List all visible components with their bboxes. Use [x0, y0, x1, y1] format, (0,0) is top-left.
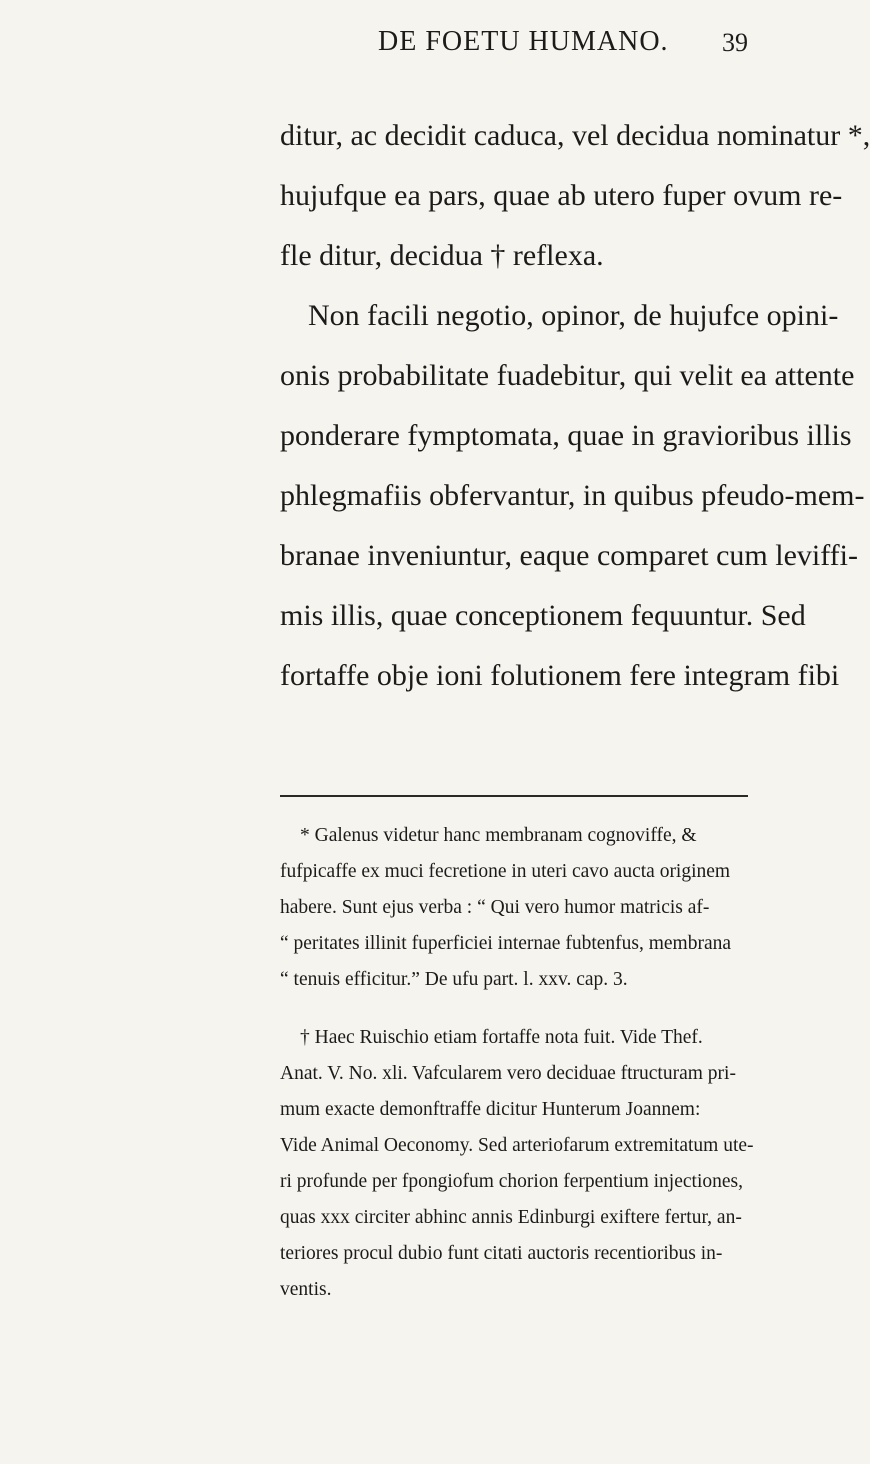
running-head	[0, 26, 800, 66]
main-line-9: mis illis, quae conceptionem fequuntur. Sed	[280, 599, 806, 632]
main-line-1: ditur, ac decidit caduca, vel decidua nominatur *,	[280, 119, 870, 152]
footnote-line-10: ri profunde per fpongiofum chorion ferpentium injectiones,	[280, 1171, 743, 1192]
main-line-3: fle ditur, decidua † reflexa.	[280, 239, 604, 272]
running-title: DE FOETU HUMANO.	[378, 26, 669, 57]
main-line-7: phlegmafiis obfervantur, in quibus pfeudo-mem-	[280, 479, 865, 512]
main-line-6: ponderare fymptomata, quae in gravioribus illis	[280, 419, 852, 452]
footnote-line-11: quas xxx circiter abhinc annis Edinburgi exiftere fertur, an-	[280, 1207, 742, 1228]
footnote-line-13: ventis.	[280, 1279, 332, 1300]
main-line-8: branae inveniuntur, eaque comparet cum leviffi-	[280, 539, 858, 572]
footnote-line-9: Vide Animal Oeconomy. Sed arteriofarum extremitatum ute-	[280, 1135, 754, 1156]
main-line-4: Non facili negotio, opinor, de hujufce opini-	[308, 299, 839, 332]
footnote-rule	[280, 795, 748, 797]
footnote-line-4: “ peritates illinit fuperficiei internae fubtenfus, membrana	[280, 933, 732, 954]
main-line-5: onis probabilitate fuadebitur, qui velit ea attente	[280, 359, 855, 392]
footnote-line-12: teriores procul dubio funt citati auctoris recentioribus in-	[280, 1243, 723, 1264]
footnote-line-7: Anat. V. No. xli. Vafcularem vero deciduae ftructuram pri-	[280, 1063, 736, 1084]
footnote-line-5: “ tenuis efficitur.” De ufu part. l. xxv. cap. 3.	[280, 969, 628, 990]
footnote-line-8: mum exacte demonftraffe dicitur Hunterum Joannem:	[280, 1099, 701, 1120]
footnote-line-1: * Galenus videtur hanc membranam cognoviffe, &	[300, 825, 697, 846]
footnote-line-6: † Haec Ruischio etiam fortaffe nota fuit. Vide Thef.	[300, 1027, 703, 1048]
footnote-line-3: habere. Sunt ejus verba : “ Qui vero humor matricis af-	[280, 897, 710, 918]
page-number: 39	[722, 28, 748, 57]
main-line-2: hujufque ea pars, quae ab utero fuper ovum re-	[280, 179, 843, 212]
footnote-line-2: fufpicaffe ex muci fecretione in uteri cavo aucta originem	[280, 861, 731, 882]
main-line-10: fortaffe obje ioni folutionem fere integram fibi	[280, 659, 840, 692]
